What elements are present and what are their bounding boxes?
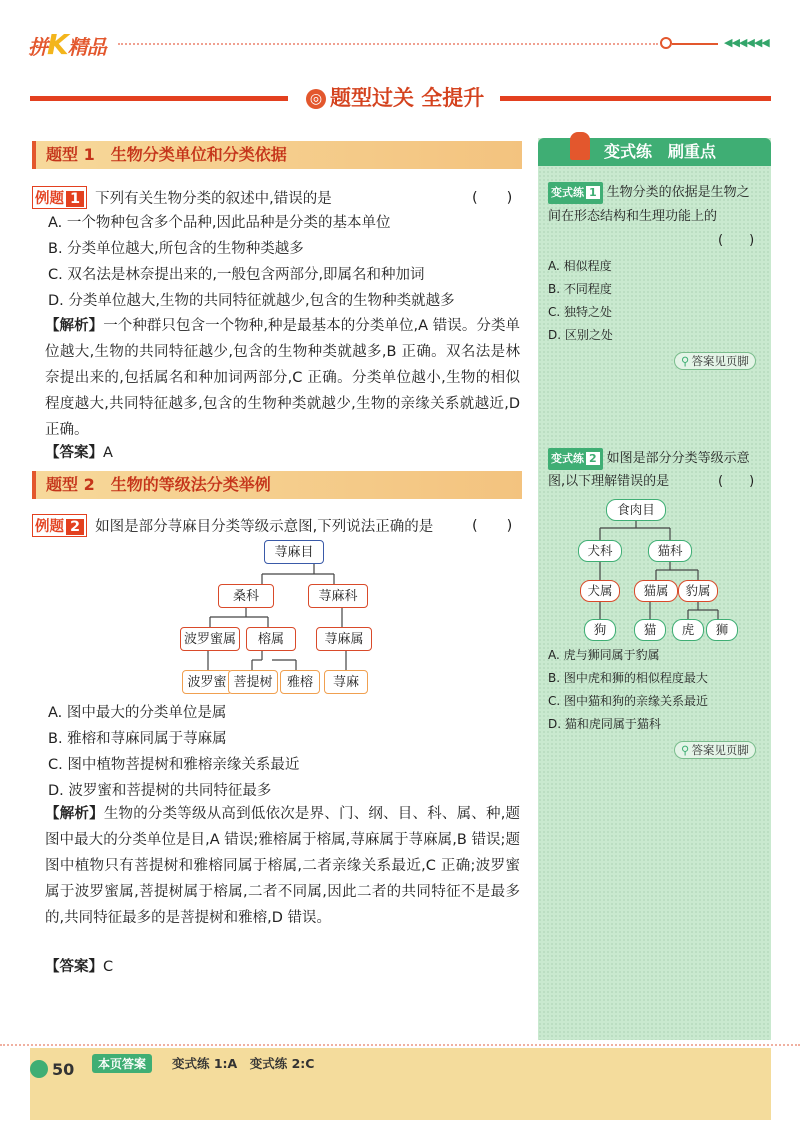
variant-2-option-c: C. 图中猫和狗的亲缘关系最近: [548, 694, 709, 708]
header-line: [672, 43, 718, 45]
variant-1-option-b: B. 不同程度: [548, 282, 612, 296]
tree-node-species-nettle: 荨麻: [324, 670, 368, 694]
key-icon: ⚲: [681, 743, 690, 757]
tree2-node-species-tiger: 虎: [672, 619, 704, 641]
target-icon: ◎: [306, 89, 326, 109]
variant-1-answer-link[interactable]: ⚲ 答案见页脚: [674, 352, 756, 370]
example-1-analysis: 【解析】一个种群只包含一个物种,种是最基本的分类单位,A 错误。分类单位越大,生物的共同特征越少,包含的生物种类就越多,B 正确。双名法是林奈提出来的,包括属名和种加词两部分,C 正确。分类单位越小,生物的相似程度越大,共同特征越多,包含的生物种类就越少,生物的亲缘关系就越近,D 正确。: [45, 318, 520, 438]
tree-node-genus-ficus: 榕属: [246, 627, 296, 651]
tree-node-species-ficus-concinna: 雅榕: [280, 670, 320, 694]
student-figure-icon: [570, 132, 590, 160]
footer-dotted-line: [0, 1044, 800, 1046]
variant-2-stem-line-2: 图,以下理解错误的是: [548, 474, 670, 489]
tree2-node-genus-canis: 犬属: [580, 580, 620, 602]
tree2-node-order: 食肉目: [606, 499, 666, 521]
tree2-node-species-lion: 狮: [706, 619, 738, 641]
variant-2-stem-line-1: 变式练 2 如图是部分分类等级示意: [548, 448, 750, 470]
variant-1-stem-line-1: 变式练 1 生物分类的依据是生物之: [548, 182, 750, 204]
banner-rule-left: [30, 96, 288, 101]
variant-1-stem-line-2: 间在形态结构和生理功能上的: [548, 209, 718, 224]
header-arrows-icon: ◀◀◀◀◀◀: [724, 36, 769, 49]
example-2-analysis: 【解析】生物的分类等级从高到低依次是界、门、纲、目、科、属、种,题图中最大的分类单位是目,A 错误;雅榕属于榕属,荨麻属于荨麻属,B 错误;题图中植物只有菩提树和雅榕同属于榕属,二者亲缘关系最近,C 正确;波罗蜜属于波罗蜜属,菩提树属于榕属,二者不同属,因此二者的共同特征不是最多的,共同特征最多的是菩提树和雅榕,D 错误。: [45, 806, 521, 926]
example-1-option-b: B. 分类单位越大,所包含的生物种类越多: [48, 241, 304, 257]
example-1-tag: 例题 1: [32, 186, 87, 209]
section-1-header: 题型 1 生物分类单位和分类依据: [32, 141, 522, 169]
example-1-option-a: A. 一个物种包含多个品种,因此品种是分类的基本单位: [48, 215, 391, 231]
example-2-stem: 例题 2 如图是部分荨麻目分类等级示意图,下列说法正确的是: [32, 514, 433, 537]
header-dotted-line: [118, 43, 658, 45]
tree2-node-species-cat: 猫: [634, 619, 666, 641]
example-2-tag: 例题 2: [32, 514, 87, 537]
example-2-option-d: D. 波罗蜜和菩提树的共同特征最多: [48, 783, 272, 799]
example-1-option-d: D. 分类单位越大,生物的共同特征就越少,包含的生物种类就越多: [48, 293, 455, 309]
variant-2-answer-link[interactable]: ⚲ 答案见页脚: [674, 741, 756, 759]
tree-node-order: 荨麻目: [264, 540, 324, 564]
tree2-node-species-dog: 狗: [584, 619, 616, 641]
variant-1-blank: ( ): [718, 233, 755, 248]
example-1-answer: 【答案】A: [45, 445, 113, 461]
example-2-option-b: B. 雅榕和荨麻同属于荨麻属: [48, 731, 227, 747]
footer-answer-tag: 本页答案: [92, 1054, 152, 1073]
footer-answers: 变式练 1:A 变式练 2:C: [172, 1056, 315, 1071]
example-2-answer: 【答案】C: [45, 959, 114, 975]
example-1-blank: ( ): [472, 190, 513, 206]
variant-1-option-d: D. 区别之处: [548, 328, 613, 342]
tree-node-species-jackfruit: 波罗蜜: [182, 670, 232, 694]
tree-node-genus-urtica: 荨麻属: [316, 627, 372, 651]
example-2-blank: ( ): [472, 518, 513, 534]
banner-title: ◎ 题型过关 全提升: [298, 82, 492, 112]
brand-logo: 拼K精品: [28, 28, 106, 61]
example-1-option-c: C. 双名法是林奈提出来的,一般包含两部分,即属名和种加词: [48, 267, 425, 283]
page-number: 50: [30, 1060, 74, 1079]
banner-rule-right: [500, 96, 771, 101]
example-2-option-a: A. 图中最大的分类单位是属: [48, 705, 227, 721]
header-ring-icon: [660, 37, 672, 49]
plant-icon: [30, 1060, 48, 1078]
variant-2-option-b: B. 图中虎和狮的相似程度最大: [548, 671, 708, 685]
tree-node-species-bodhi: 菩提树: [228, 670, 278, 694]
variant-2-tag: 变式练 2: [548, 448, 603, 470]
tree2-node-genus-panthera: 豹属: [678, 580, 718, 602]
variant-1-tag: 变式练 1: [548, 182, 603, 204]
key-icon: ⚲: [681, 354, 690, 368]
variant-1-option-c: C. 独特之处: [548, 305, 613, 319]
tree-node-genus-artocarpus: 波罗蜜属: [180, 627, 240, 651]
variant-1-option-a: A. 相似程度: [548, 259, 612, 273]
tree2-node-family-felidae: 猫科: [648, 540, 692, 562]
section-2-header: 题型 2 生物的等级法分类举例: [32, 471, 522, 499]
tree-node-family-moraceae: 桑科: [218, 584, 274, 608]
variant-2-option-a: A. 虎与狮同属于豹属: [548, 648, 660, 662]
variant-2-blank: ( ): [718, 474, 755, 489]
variant-panel-header: 变式练 刷重点: [538, 138, 771, 166]
example-2-option-c: C. 图中植物菩提树和雅榕亲缘关系最近: [48, 757, 300, 773]
example-1-stem: 例题 1 下列有关生物分类的叙述中,错误的是: [32, 186, 332, 209]
tree2-node-family-canidae: 犬科: [578, 540, 622, 562]
variant-2-option-d: D. 猫和虎同属于猫科: [548, 717, 661, 731]
tree-node-family-urticaceae: 荨麻科: [308, 584, 368, 608]
tree2-node-genus-felis: 猫属: [634, 580, 678, 602]
